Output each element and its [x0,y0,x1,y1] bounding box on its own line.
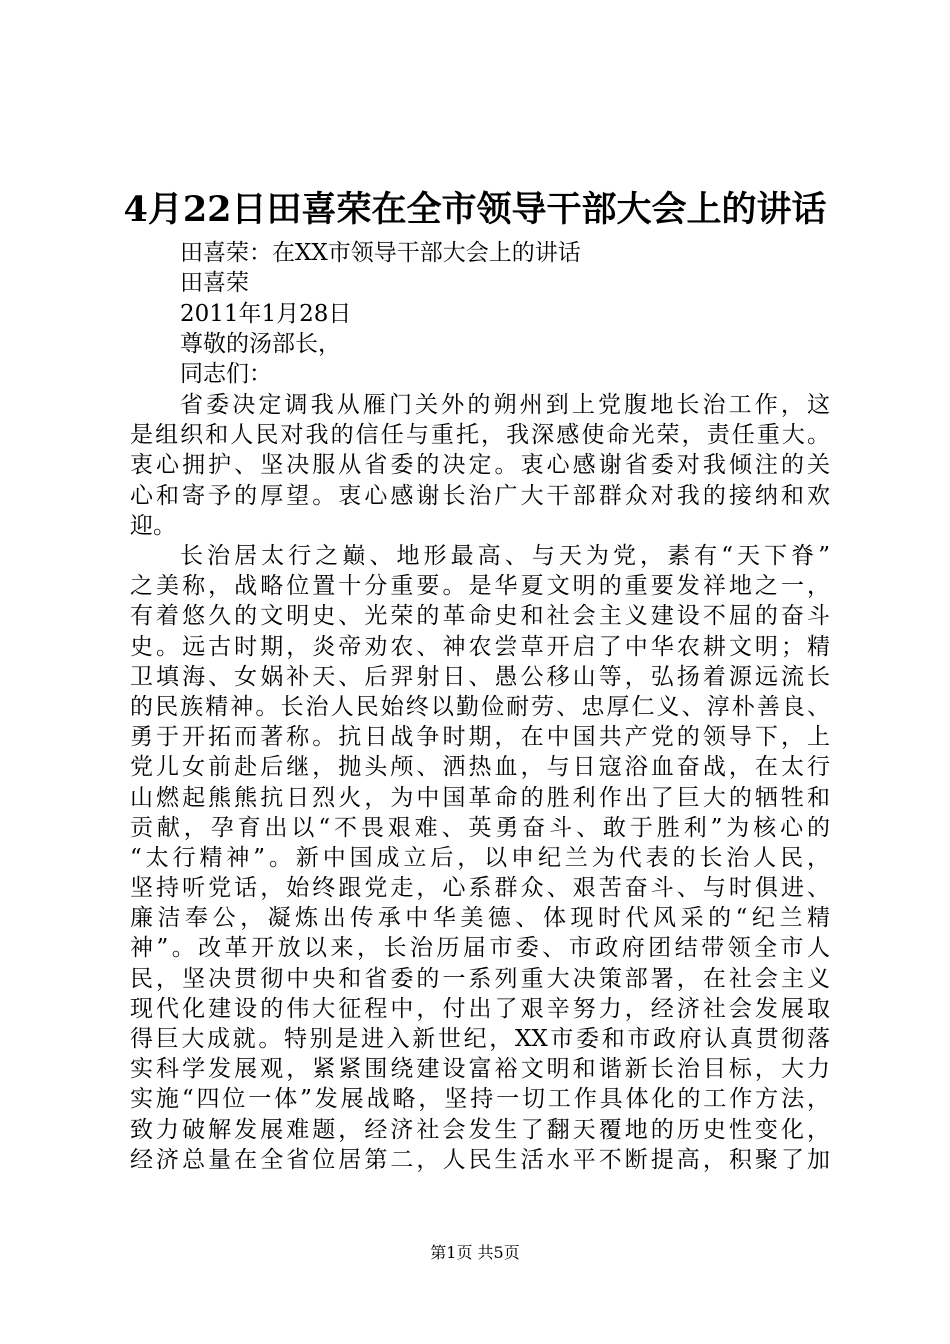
page-footer: 第1页 共5页 [430,1243,520,1262]
paragraph-line: 贡献，孕育出以“不畏艰难、英勇奋斗、敢于胜利”为核心的 [130,814,830,841]
paragraph-line: 得巨大成就。特别是进入新世纪，XX市委和市政府认真贯彻落 [130,1026,830,1052]
paragraph-line: 是组织和人民对我的信任与重托，我深感使命光荣，责任重大。 [130,422,830,449]
paragraph-line: 史。远古时期，炎帝劝农、神农尝草开启了中华农耕文明；精 [130,633,830,660]
paragraph-line: 党儿女前赴后继，抛头颅、洒热血，与日寇浴血奋战，在太行 [130,754,830,781]
salutation-1: 尊敬的汤部长， [180,331,341,357]
paragraph-line: 神”。改革开放以来，长治历届市委、市政府团结带领全市人 [130,935,830,962]
document-date: 2011年1月28日 [180,301,352,327]
paragraph-line: 现代化建设的伟大征程中，付出了艰辛努力，经济社会发展取 [130,995,830,1022]
paragraph-2 [130,541,830,1175]
paragraph-1 [130,390,830,541]
paragraph-line: 经济总量在全省位居第二，人民生活水平不断提高，积聚了加 [130,1146,830,1173]
paragraph-line: 民，坚决贯彻中央和省委的一系列重大决策部署，在社会主义 [130,965,830,992]
paragraph-line: 省委决定调我从雁门关外的朔州到上党腹地长治工作，这 [180,392,830,418]
paragraph-line: 山燃起熊熊抗日烈火，为中国革命的胜利作出了巨大的牺牲和 [130,784,830,811]
paragraph-line: 有着悠久的文明史、光荣的革命史和社会主义建设不屈的奋斗 [130,603,830,630]
paragraph-line: 致力破解发展难题，经济社会发生了翻天覆地的历史性变化， [130,1116,830,1143]
document-subtitle: 田喜荣：在XX市领导干部大会上的讲话 [180,240,581,266]
document-title: 4月22日田喜荣在全市领导干部大会上的讲话 [123,189,827,230]
paragraph-line: 心和寄予的厚望。衷心感谢长治广大干部群众对我的接纳和欢 [130,482,830,509]
paragraph-line: 衷心拥护、坚决服从省委的决定。衷心感谢省委对我倾注的关 [130,452,830,479]
paragraph-line: 卫填海、女娲补天、后羿射日、愚公移山等，弘扬着源远流长 [130,663,830,690]
paragraph-line: 的民族精神。长治人民始终以勤俭耐劳、忠厚仁义、淳朴善良、 [130,693,830,720]
document-author: 田喜荣 [180,270,249,296]
salutation-2: 同志们： [180,361,272,387]
paragraph-line: 实科学发展观，紧紧围绕建设富裕文明和谐新长治目标，大力 [130,1056,830,1083]
paragraph-line: “太行精神”。新中国成立后，以申纪兰为代表的长治人民， [130,844,830,871]
paragraph-line: 长治居太行之巅、地形最高、与天为党，素有“天下脊” [180,543,830,569]
paragraph-line: 迎。 [130,512,176,539]
paragraph-line: 坚持听党话，始终跟党走，心系群众、艰苦奋斗、与时俱进、 [130,875,830,902]
paragraph-line: 勇于开拓而著称。抗日战争时期，在中国共产党的领导下，上 [130,724,830,751]
paragraph-line: 实施“四位一体”发展战略，坚持一切工作具体化的工作方法， [130,1086,830,1113]
paragraph-line: 廉洁奉公，凝炼出传承中华美德、体现时代风采的“纪兰精 [130,905,830,932]
paragraph-line: 之美称，战略位置十分重要。是华夏文明的重要发祥地之一， [130,573,830,600]
